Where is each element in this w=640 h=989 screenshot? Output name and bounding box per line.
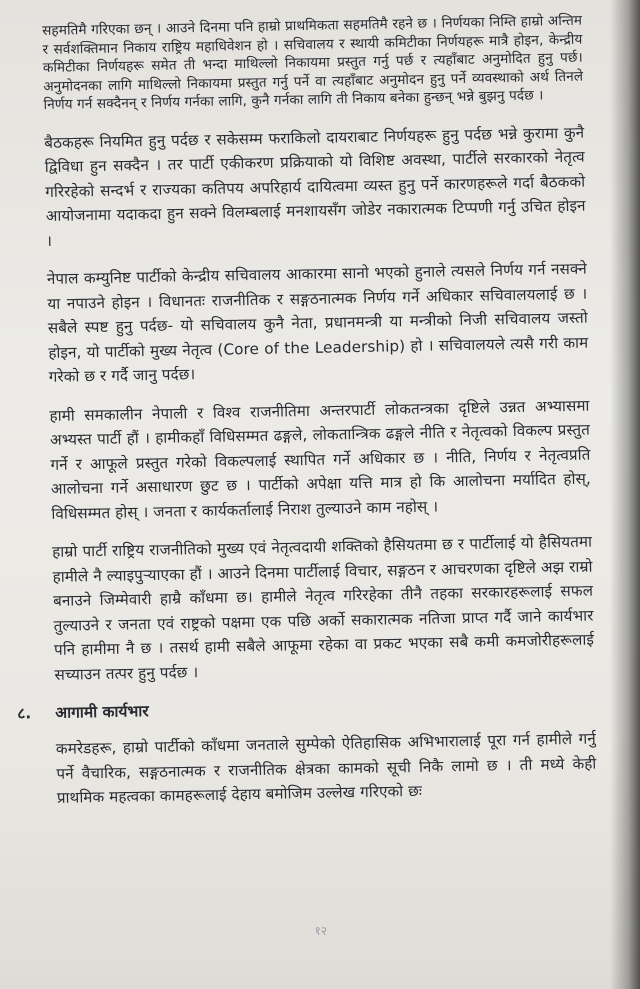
paragraph-4: हामी समकालीन नेपाली र विश्व राजनीतिमा अन्तरपार्टी लोकतन्त्रका दृष्टिले उन्नत अभ्यासमा अभ्यस्त पार्टी हौं । हामीकहाँ विधिसम्मत ढङ्गले, लोकतान्त्रिक ढङ्गले नीति र नेतृत्वको विकल्प प्रस्तुत गर्ने र आफूले प्रस्तुत गरेको विकल्पलाई स्थापित गर्ने अधिकार छ । नीति, निर्णय र नेतृत्वप्रति आलोचना गर्ने असाधारण छुट छ । पार्टीको अपेक्षा यत्ति मात्र हो कि आलोचना मर्यादित होस्, विधिसम्मत होस् । जनता र कार्यकर्तालाई निराश तुल्याउने काम नहोस् । bbox=[49, 396, 592, 523]
paragraph-5: हाम्रो पार्टी राष्ट्रिय राजनीतिको मुख्य एवं नेतृत्वदायी शक्तिको हैसियतमा छ र पार्टीलाई यो हैसियतमा हामीले नै ल्याइपुऱ्याएका हौं । आउने दिनमा पार्टीलाई विचार, सङ्गठन र आचरणका दृष्टिले अझ राम्रो बनाउने जिम्मेवारी हाम्रै काँधमा छ। हामीले नेतृत्व गरिरहेका तीनै तहका सरकारहरूलाई सफल तुल्याउने र जनता एवं राष्ट्रको पक्षमा एक पछि अर्को सकारात्मक नतिजा प्राप्त गर्दै जाने कार्यभार पनि हामीमा नै छ । तसर्थ हामी सबैले आफूमा रहेका वा प्रकट भएका सबै कमी कमजोरीहरूलाई सच्याउन तत्पर हुनु पर्दछ । bbox=[52, 533, 595, 684]
page-number: १२ bbox=[314, 923, 328, 938]
section-title: आगामी कार्यभार bbox=[55, 702, 149, 723]
paragraph-3: नेपाल कम्युनिष्ट पार्टीको केन्द्रीय सचिवालय आकारमा सानो भएको हुनाले त्यसले निर्णय गर्न नसक्ने या नपाउने होइन । विधानतः राजनीतिक र सङ्गठनात्मक निर्णय गर्ने अधिकार सचिवालयलाई छ । सबैले स्पष्ट हुनु पर्दछ- यो सचिवालय कुनै नेता, प्रधानमन्त्री या मन्त्रीको निजी सचिवालय जस्तो होइन, यो पार्टीको मुख्य नेतृत्व (Core of the Leadership) हो । सचिवालयले त्यसै गरी काम गरेको छ र गर्दै जानु पर्दछ। bbox=[46, 260, 589, 387]
page-edge-shadow bbox=[610, 0, 640, 989]
section-heading bbox=[17, 691, 595, 724]
paragraph-1: सहमतिमै गरिएका छन् । आउने दिनमा पनि हाम्रो प्राथमिकता सहमतिमै रहने छ । निर्णयका निम्ति हाम्रो अन्तिम र सर्वशक्तिमान निकाय राष्ट्रिय महाधिवेशन हो । सचिवालय र स्थायी कमिटीका निर्णयहरू मात्रै होइन, केन्द्रीय कमिटीका निर्णयहरू समेत ती भन्दा माथिल्लो निकायमा प्रस्तुत गर्नु पर्छ र त्यहाँबाट अनुमोदित हुनु पर्छ। अनुमोदनका लागि माथिल्लो निकायमा प्रस्तुत गर्नु पर्ने वा त्यहाँबाट अनुमोदन हुनु पर्ने व्यवस्थाको अर्थ तिनले निर्णय गर्न सक्दैनन् र निर्णय गर्नका लागि, कुनै गर्नका लागि ती निकाय बनेका हुन्छन् भन्ने बुझनु पर्दछ । bbox=[42, 12, 584, 114]
section-number: ८. bbox=[17, 704, 32, 724]
document-page bbox=[17, 12, 600, 962]
section-paragraph: कमरेडहरू, हाम्रो पार्टीको काँधमा जनताले सुम्पेको ऐतिहासिक अभिभारालाई पूरा गर्न हामीले गर्नु पर्ने वैचारिक, सङ्गठनात्मक र राजनीतिक क्षेत्रका कामको सूची निकै लामो छ । ती मध्ये केही प्राथमिक महत्वका कामहरूलाई देहाय बमोजिम उल्लेख गरिएको छः bbox=[55, 729, 597, 808]
paragraph-2: बैठकहरू नियमित हुनु पर्दछ र सकेसम्म फराकिलो दायराबाट निर्णयहरू हुनु पर्दछ भन्ने कुरामा कुनै द्विविधा हुन सक्दैन । तर पार्टी एकीकरण प्रक्रियाको यो विशिष्ट अवस्था, पार्टीले सरकारको नेतृत्व गरिरहेको सन्दर्भ र राज्यका कतिपय अपरिहार्य दायित्वमा व्यस्त हुनु पर्ने कारणहरूले गर्दा बैठकको आयोजनामा यदाकदा हुन सक्ने विलम्बलाई मनशायसँग जोडेर नकारात्मक टिप्पणी गर्नु उचित होइन । bbox=[44, 123, 586, 250]
